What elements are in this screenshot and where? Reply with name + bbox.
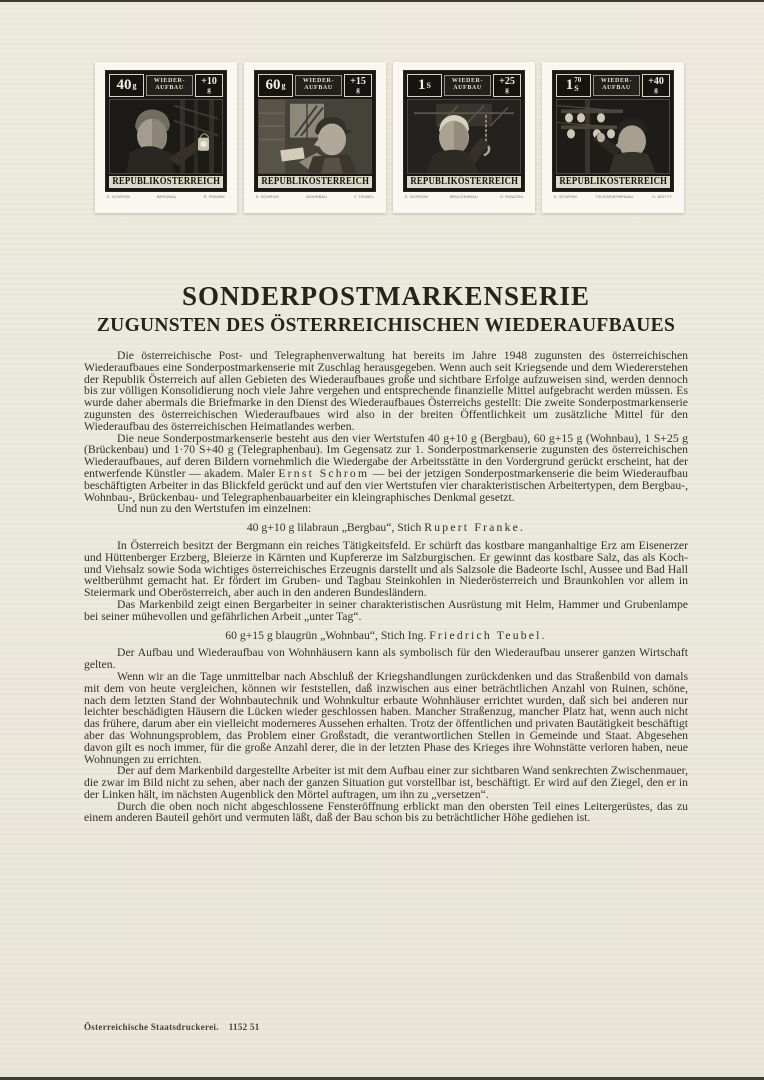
paragraph-series-after: — bei der jetzigen Sonderpostmarkenserie die beim Wiederaufbau beschäftigten Arbeiter in das Blickfeld gerückt und auf den vier Wertstufen vier charakteristischen Arbeitertypen, dem Bergbau-, Wohnbau-, Brückenbau- und Telegraphenbauarbeiter ein kleingraphisches Denkmal gesetzt. xyxy=(84,466,688,504)
surcharge-value: +40 xyxy=(648,75,664,87)
wiederaufbau-line2: AUFBAU xyxy=(602,85,631,92)
paragraph-intro: Die österreichische Post- und Telegraphenverwaltung hat bereits im Jahre 1948 zugunsten des österreichischen Wiederaufbaues eine Sonderpostmarkenserie mit Zuschlag herausgegeben. Wenn auch seit Kriegsende und dem Wiedererstehen der Republik Österreich auf allen Gebieten des Wiederaufbaues große und sichtbare Erfolge aufzuweisen sind, werden dennoch bis zur völligen Konsolidierung noch viele Jahre vergehen und entsprechende finanzielle Mittel aufgebracht werden müssen. Es wurde daher abermals die Briefmarke in den Dienst des Wiederaufbaues Österreichs gestellt: Die zweite Sonderpostmarkenserie zugunsten des österreichischen Wiederaufbaues wird also in der breiten Öffentlichkeit um zusätzliche Mittel für den Wiederaufbau des österreichischen Heimatlandes werben. xyxy=(84,349,688,433)
designer-name: Ernst Schrom xyxy=(278,466,370,480)
paragraph-bergbau-1: In Österreich besitzt der Bergmann ein reiches Tätigkeitsfeld. Er schürft das kostbare manganhaltige Erz am Eisenerzer und Hüttenberger Erzberg, Bleierze in Kärnten und Kupfererze im Salzburgischen. Er gewinnt das kostbare Salz, das als Koch- und Viehsalz sowie Soda wichtiges österreichisches Erzeugnis darstellt und als Salzsole die Badeorte Ischl, Aussee und Bad Hall weltberühmt gemacht hat. Er fördert im Gruben- und Tagbau Steinkohlen in Niederösterreich und Braunkohlen vor allem in Steiermark und Oberösterreich, aber auch in den anderen Bundesländern. xyxy=(84,538,688,600)
imprint-engraver: H. RANZONI xyxy=(499,194,523,199)
surcharge-unit: g xyxy=(654,85,658,94)
scan-edge-top xyxy=(0,0,764,2)
denomination-unit: S xyxy=(574,84,579,94)
country-banner xyxy=(556,176,670,188)
imprint-engraver: F. TEUBEL xyxy=(354,194,374,199)
stamp-imprint xyxy=(254,192,376,200)
wiederaufbau-line1: WIEDER- xyxy=(451,78,484,85)
printer-name: Österreichische Staatsdruckerei. xyxy=(84,1022,219,1032)
heading-bergbau xyxy=(84,522,688,534)
wiederaufbau-line2: AUFBAU xyxy=(453,85,482,92)
country-banner xyxy=(258,176,372,188)
paragraph-wohnbau-1: Der Aufbau und Wiederaufbau von Wohnhäusern kann als symbolisch für den Wiederaufbau unserer ganzen Wirtschaft gelten. xyxy=(84,646,688,672)
denomination-unit: g xyxy=(132,80,137,90)
heading-wohnbau xyxy=(84,630,688,642)
surcharge-value: +25 xyxy=(499,75,515,87)
imprint-subject: WOHNBAU xyxy=(306,194,327,199)
denomination-stack xyxy=(282,81,286,90)
wiederaufbau-line2: AUFBAU xyxy=(155,85,184,92)
country-name: REPUBLIKÖSTERREICH xyxy=(410,176,518,188)
denomination-stack xyxy=(574,77,581,93)
country-banner xyxy=(109,176,223,188)
stamp-telegraphenbau xyxy=(542,62,684,213)
denomination-value: 40 xyxy=(116,76,132,93)
imprint-engraver: H. WOYTY xyxy=(652,194,672,199)
stamp-brueckenbau-header xyxy=(407,74,521,97)
printer-imprint xyxy=(84,1022,260,1032)
surcharge-unit: g xyxy=(207,85,211,94)
country-name: REPUBLIKÖSTERREICH xyxy=(261,176,369,188)
stamp-telegraphenbau-design xyxy=(552,70,674,192)
wiederaufbau-label xyxy=(593,75,640,96)
stamp-wohnbau-design xyxy=(254,70,376,192)
surcharge-value: +10 xyxy=(201,75,217,87)
paragraph-series-description xyxy=(84,433,688,504)
denomination-value: 60 xyxy=(265,76,281,93)
surcharge-value: +15 xyxy=(350,75,366,87)
stamp-bergbau xyxy=(95,62,237,213)
stamp-brueckenbau xyxy=(393,62,535,213)
imprint-designer: E. SCHROM xyxy=(256,194,279,199)
article xyxy=(84,281,688,824)
denomination-box xyxy=(407,74,442,97)
surcharge-box xyxy=(493,74,521,97)
imprint-designer: E. SCHROM xyxy=(405,194,428,199)
denomination-unit: S xyxy=(426,80,431,90)
wiederaufbau-line2: AUFBAU xyxy=(304,85,333,92)
wiederaufbau-label xyxy=(444,75,491,96)
stamp-imprint xyxy=(552,192,674,200)
denomination-stack xyxy=(427,81,431,90)
country-banner xyxy=(407,176,521,188)
stamp-imprint xyxy=(105,192,227,200)
stamp-wohnbau xyxy=(244,62,386,213)
imprint-subject: BERGBAU xyxy=(156,194,177,199)
wiederaufbau-label xyxy=(146,75,193,96)
denomination-box xyxy=(258,74,293,97)
stamp-image-bergbau xyxy=(109,99,223,174)
heading-bergbau-prefix: 40 g+10 g lilabraun „Bergbau“, Stich xyxy=(246,521,425,535)
imprint-designer: E. SCHROM xyxy=(554,194,577,199)
imprint-designer: E. SCHROM xyxy=(107,194,130,199)
denomination-box xyxy=(109,74,144,97)
country-name: REPUBLIKÖSTERREICH xyxy=(559,176,667,188)
wiederaufbau-label xyxy=(295,75,342,96)
surcharge-box xyxy=(195,74,223,97)
stamp-wohnbau-header xyxy=(258,74,372,97)
paragraph-lead-in: Und nun zu den Wertstufen im einzelnen: xyxy=(117,502,312,516)
stamp-image-wohnbau xyxy=(258,99,372,174)
wiederaufbau-line1: WIEDER- xyxy=(302,78,335,85)
denomination-box xyxy=(556,74,591,97)
paragraph-wohnbau-4: Durch die oben noch nicht abgeschlossene Fensteröffnung erblickt man den obersten Teil eines Leitergerüstes, das zu einem anderen Bauteil gehört und vermuten läßt, daß der Bau schon bis zu beträchtlicher Höhe gediehen ist. xyxy=(84,799,688,825)
paragraph-bergbau-2: Das Markenbild zeigt einen Bergarbeiter in seiner charakteristischen Ausrüstung mit Helm, Hammer und Grubenlampe bei seiner mühevollen und gefährlichen Arbeit „unter Tag“. xyxy=(84,597,688,623)
stamp-imprint xyxy=(403,192,525,200)
wiederaufbau-line1: WIEDER- xyxy=(600,78,633,85)
page-subtitle: ZUGUNSTEN DES ÖSTERREICHISCHEN WIEDERAUFBAUES xyxy=(96,315,676,336)
heading-wohnbau-prefix: 60 g+15 g blaugrün „Wohnbau“, Stich Ing. xyxy=(225,628,430,642)
engraver-name-teubel: Friedrich Teubel. xyxy=(429,628,547,642)
denomination-stack xyxy=(133,81,137,90)
surcharge-unit: g xyxy=(356,85,360,94)
wiederaufbau-line1: WIEDER- xyxy=(153,78,186,85)
paragraph-wohnbau-2: Wenn wir an die Tage unmittelbar nach Abschluß der Kriegshandlungen zurückdenken und das Straßenbild von damals mit dem von heute vergleichen, können wir feststellen, daß inzwischen aus einer beträchtlichen Anzahl von Ruinen, schöne, nach dem letzten Stand der Wohnbautechnik und Wohnkultur erbaute Wohnhäuser errichtet wurden, daß sich bei anderen nur leichter beschädigten Häusern die Lücken wieder geschlossen haben. Mancher Straßenzug, mancher Platz hat, wenn auch nicht das frühere, darum aber ein vielleicht moderneres Aussehen erhalten. Trotz der öffentlichen und privaten Bautätigkeit beschäftigt aber das Wohnungsproblem, das Problem einer Großstadt, die verantwortlichen Stellen in Gemeinde und Staat. Abgesehen davon gilt es noch immer, für die große Anzahl derer, die in der letzten Phase des Krieges ihre Wohnstätte verloren haben, neue Wohnungen zu errichten. xyxy=(84,669,688,766)
stamp-image-telegraphenbau xyxy=(556,99,670,174)
denomination-unit: g xyxy=(281,80,286,90)
paragraph-wohnbau-3: Der auf dem Markenbild dargestellte Arbeiter ist mit dem Aufbau einer zur sichtbaren Wand senkrechten Zwischenmauer, die zwar im Bild nicht zu sehen, aber nach der ganzen Situation gut vorstellbar ist, beschäftigt. Er wird auf den Ziegel, den er in der Linken hält, im nächsten Augenblick den Mörtel auftragen, um ihn zu „versetzen“. xyxy=(84,764,688,801)
stamp-telegraphenbau-header xyxy=(556,74,670,97)
stamp-proofs-row xyxy=(95,62,684,213)
stamp-bergbau-design xyxy=(105,70,227,192)
denomination-value: 1 xyxy=(565,76,574,93)
imprint-subject: TELEGRAPHENBAU xyxy=(595,194,634,199)
country-name: REPUBLIKÖSTERREICH xyxy=(112,176,220,188)
surcharge-box xyxy=(344,74,372,97)
denomination-sup: 70 xyxy=(574,76,582,85)
article-body xyxy=(84,350,688,824)
surcharge-box xyxy=(642,74,670,97)
paragraph-series-before: Die neue Sonderpostmarkenserie besteht aus den vier Wertstufen 40 g+10 g (Bergbau), 60 g+15 g (Wohnbau), 1 S+25 g (Brückenbau) und 1·70 S+40 g (Telegraphenbau). Im Gegensatz zur 1. Sonderpostmarkenserie zugunsten des österreichischen Wiederaufbaues, auf deren Bildern vornehmlich die Wiedergabe der Arbeitsstätte in den Vordergrund gerückt erscheint, hat der entwerfende Künstler — akadem. Maler xyxy=(84,431,688,480)
stamp-bergbau-header xyxy=(109,74,223,97)
stamp-brueckenbau-design xyxy=(403,70,525,192)
surcharge-unit: g xyxy=(505,85,509,94)
engraver-name-franke: Rupert Franke. xyxy=(424,521,526,535)
denomination-value: 1 xyxy=(418,76,426,93)
page-title: SONDERPOSTMARKENSERIE xyxy=(181,281,591,311)
stamp-image-brueckenbau xyxy=(407,99,521,174)
imprint-subject: BRÜCKENBAU xyxy=(449,194,478,199)
imprint-engraver: R. FRANKE xyxy=(203,194,225,199)
print-order-number: 1152 51 xyxy=(228,1022,260,1032)
